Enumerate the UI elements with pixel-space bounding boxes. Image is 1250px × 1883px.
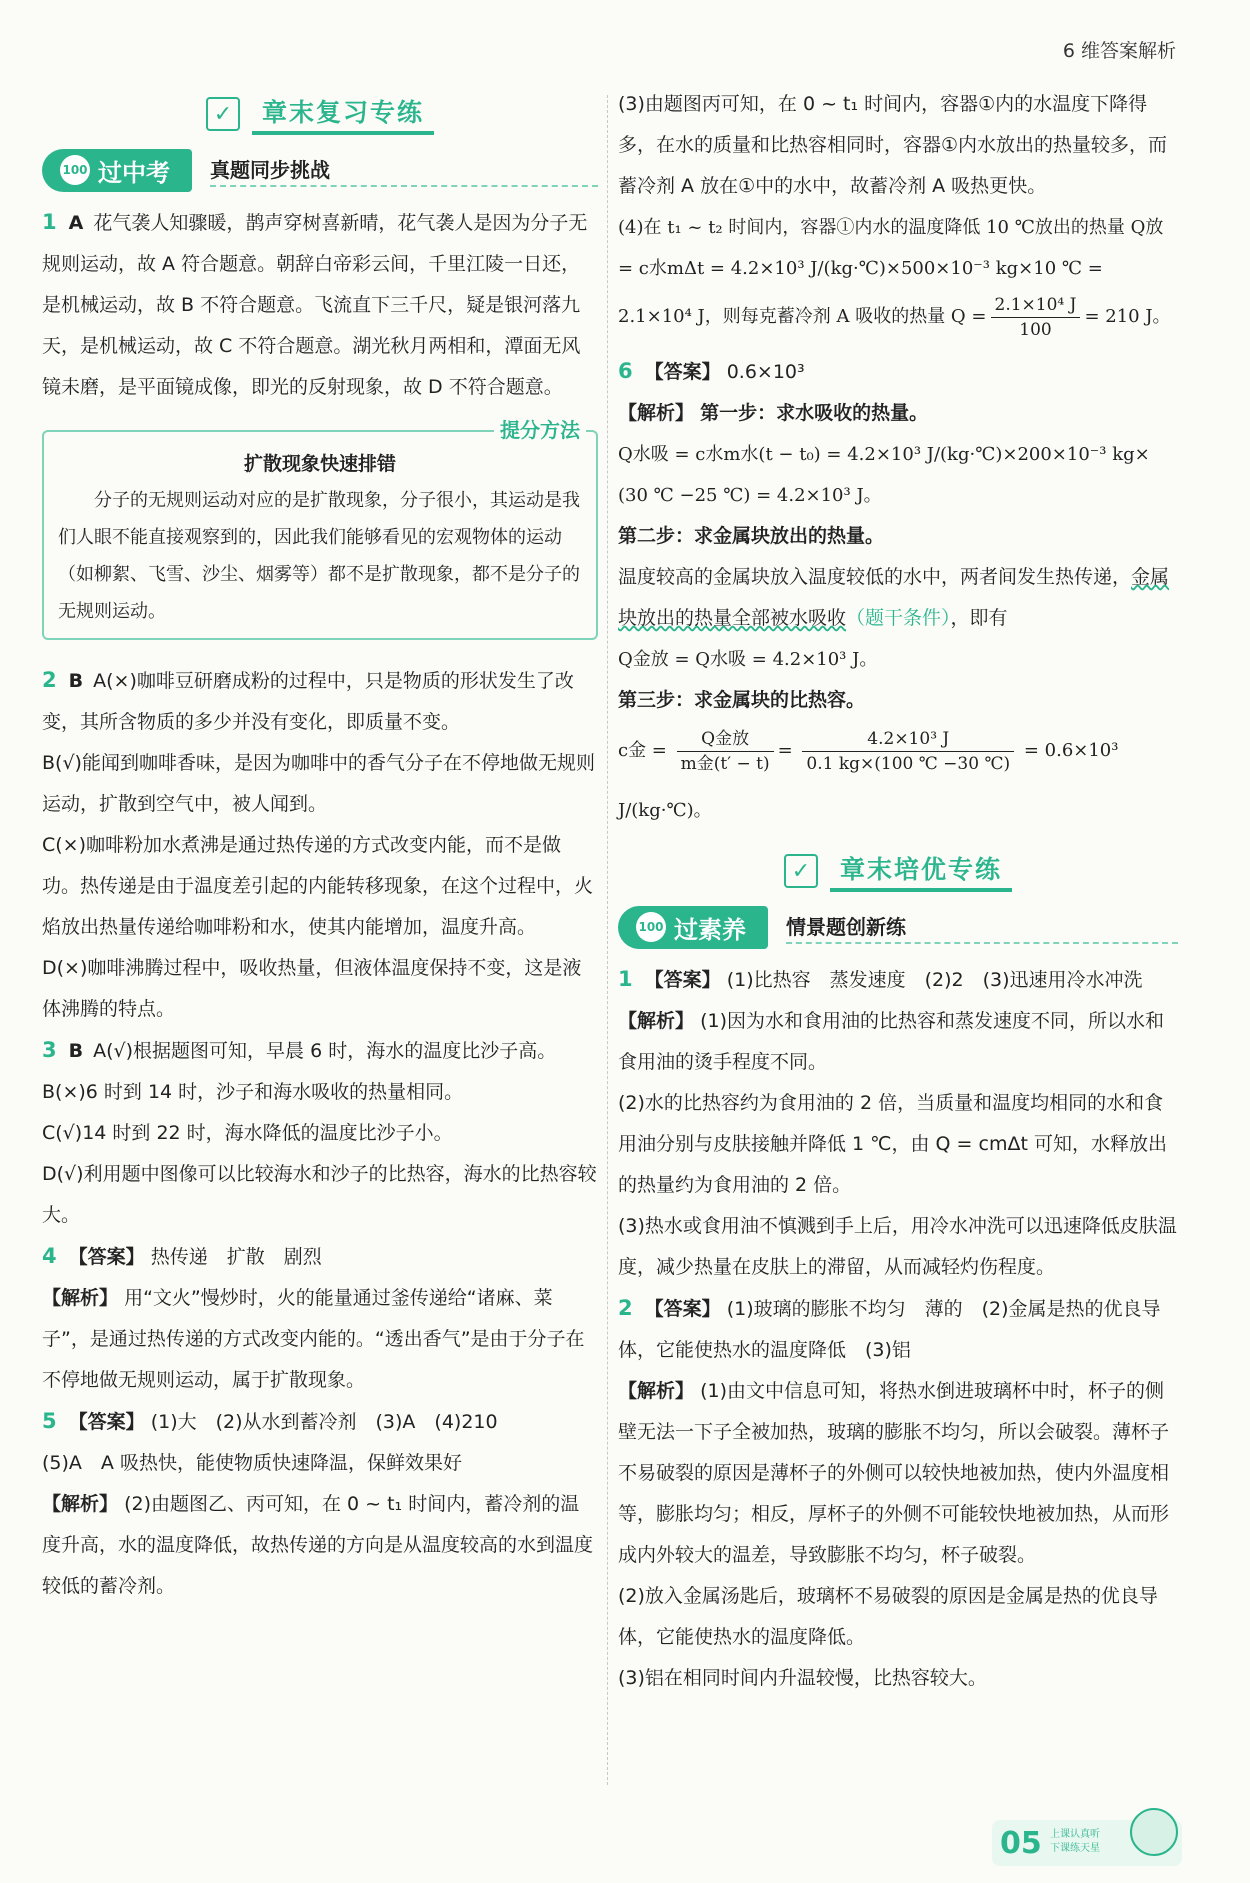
q6-formula-1: Q水吸 = c水m水(t − t₀) = 4.2×10³ J/(kg·℃)×200×10⁻³ kg× [618, 444, 1150, 465]
question-5-answer-2: (5)A A 吸热快，能使物质快速降温，保鲜效果好 [42, 1452, 462, 1474]
practice-1-exp-1: 【解析】 (1)因为水和食用油的比热容和蒸发速度不同，所以水和食用油的烫手程度不同。 [618, 1010, 1164, 1073]
q6-formula-2: Q金放 = Q水吸 = 4.2×10³ J。 [618, 649, 878, 670]
question-1: 1 A 花气袭人知骤暖，鹊声穿树喜新晴，花气袭人是因为分子无规则运动，故 A 符合题意。朝辞白帝彩云间，千里江陵一日还，是机械运动，故 B 不符合题意。飞流直下三千尺，疑是银河落九天，是机械运动，故 C 不符合题意。湖光秋月两相和，潭面无风镜未磨，是平面镜成像，即光的反射现象，故 D 不符合题意。 [42, 210, 588, 398]
practice-2-exp-2: (2)放入金属汤匙后，玻璃杯不易破裂的原因是金属是热的优良导体，它能使热水的温度降低。 [618, 1585, 1158, 1648]
question-4-answer: 4 【答案】 热传递 扩散 剧烈 [42, 1244, 322, 1268]
mascot-icon [1130, 1808, 1178, 1856]
check-icon: ✓ [784, 854, 818, 888]
mascot-icon: 100 [60, 155, 90, 185]
header-title: 6 维答案解析 [1062, 40, 1176, 62]
practice-1-exp-3: (3)热水或食用油不慎溅到手上后，用冷水冲洗可以迅速降低皮肤温度，减少热量在皮肤上的滞留，从而减轻灼伤程度。 [618, 1215, 1177, 1278]
column-divider [607, 95, 608, 1785]
practice-2-exp-1: 【解析】 (1)由文中信息可知，将热水倒进玻璃杯中时，杯子的侧壁无法一下子全被加热，玻璃的膨胀不均匀，所以会破裂。薄杯子不易破裂的原因是薄杯子的外侧可以较快地被加热，使内外温度相等，膨胀均匀；相反，厚杯子的外侧不可能较快地被加热，从而形成内外较大的温差，导致膨胀不均匀，杯子破裂。 [618, 1380, 1170, 1566]
question-6-step2: 第二步：求金属块放出的热量。 [618, 525, 885, 547]
page-number: 05 [1000, 1826, 1042, 1861]
right-column [618, 84, 1178, 1699]
q6-formula-1b: (30 ℃ −25 ℃) = 4.2×10³ J。 [618, 485, 882, 506]
q6-formula-3: c金 = $\frac{\text{Q金放}}{\text{m金(t′ − t)}}$ = $\frac{\text{4.2×10³ J}}{0.1 kg\times(100 ℃ -30 ℃)}$ = 0.6×10³ J/(kg·℃)。 [618, 728, 1119, 821]
left-column [42, 84, 598, 1607]
question-6-answer: 6 【答案】 0.6×10³ [618, 359, 805, 383]
question-4-explanation: 【解析】 用“文火”慢炒时，火的能量通过釜传递给“诸麻、菜子”，是通过热传递的方式改变内能的。“透出香气”是由于分子在不停地做无规则运动，属于扩散现象。 [42, 1287, 585, 1391]
practice-2-exp-3: (3)铝在相同时间内升温较慢，比热容较大。 [618, 1667, 987, 1689]
banner-literacy: 100 过素养 情景题创新练 [618, 905, 1178, 949]
q5-part4-result: 2.1×10⁴ J，则每克蓄冷剂 A 吸收的热量 Q = $\frac{\text{2.1×10⁴ J}}{100}$ = 210 J。 [618, 294, 1171, 340]
tip-title: 扩散现象快速排错 [243, 453, 396, 475]
q5-part4: (4)在 t₁ ~ t₂ 时间内，容器①内水的温度降低 10 ℃放出的热量 Q放 = c水mΔt = 4.2×10³ J/(kg·℃)×500×10⁻³ kg×10 ℃ = [618, 217, 1164, 279]
question-6-step1: 【解析】 第一步：求水吸收的热量。 [618, 402, 929, 424]
practice-2-answer: 2 【答案】 (1)玻璃的膨胀不均匀 薄的 (2)金属是热的优良导体，它能使热水的温度降低 (3)铝 [618, 1296, 1161, 1361]
question-5-explanation: 【解析】 (2)由题图乙、丙可知，在 0 ~ t₁ 时间内，蓄冷剂的温度升高，水的温度降低，故热传递的方向是从温度较高的水到温度较低的蓄冷剂。 [42, 1493, 594, 1597]
q5-part3: (3)由题图丙可知，在 0 ~ t₁ 时间内，容器①内的水温度下降得多，在水的质量和比热容相同时，容器①内水放出的热量较多，而蓄冷剂 A 放在①中的水中，故蓄冷剂 A 吸热更快。 [618, 93, 1168, 197]
question-3: 3 B A(√)根据题图可知，早晨 6 时，海水的温度比沙子高。 [42, 1038, 557, 1062]
mascot-icon: 100 [636, 912, 666, 942]
q2-option-d: D(×)咖啡沸腾过程中，吸收热量，但液体温度保持不变，这是液体沸腾的特点。 [42, 957, 582, 1020]
banner-exam: 100 过中考 真题同步挑战 [42, 148, 598, 192]
q2-option-c: C(×)咖啡粉加水煮沸是通过热传递的方式改变内能，而不是做功。热传递是由于温度差引起的内能转移现象，在这个过程中，火焰放出热量传递给咖啡粉和水，使其内能增加，温度升高。 [42, 834, 594, 938]
tip-body: 分子的无规则运动对应的是扩散现象，分子很小，其运动是我们人眼不能直接观察到的，因此我们能够看见的宏观物体的运动（如柳絮、飞雪、沙尘、烟雾等）都不是扩散现象，都不是分子的无规则运动。 [58, 490, 580, 622]
section-title-review: ✓ 章末复习专练 [42, 88, 598, 140]
footer-slogan: 上课认真听 下课练天星 [1050, 1829, 1100, 1854]
question-6-step3: 第三步：求金属块的比热容。 [618, 689, 866, 711]
question-2: 2 B A(×)咖啡豆研磨成粉的过程中，只是物质的形状发生了改变，其所含物质的多少并没有变化，即质量不变。 [42, 668, 574, 733]
practice-1-answer: 1 【答案】 (1)比热容 蒸发速度 (2)2 (3)迅速用冷水冲洗 [618, 967, 1143, 991]
q3-option-d: D(√)利用题中图像可以比较海水和沙子的比热容，海水的比热容较大。 [42, 1163, 597, 1226]
check-icon: ✓ [206, 97, 240, 131]
q2-option-b: B(√)能闻到咖啡香味，是因为咖啡中的香气分子在不停地做无规则运动，扩散到空气中，被人闻到。 [42, 752, 595, 815]
tip-label: 提分方法 [494, 414, 586, 443]
fraction: $\frac{\text{2.1×10⁴ J}}{100}$ [991, 293, 1081, 342]
practice-1-exp-2: (2)水的比热容约为食用油的 2 倍，当质量和温度均相同的水和食用油分别与皮肤接触并降低 1 ℃，由 Q = cmΔt 可知，水释放出的热量约为食用油的 2 倍。 [618, 1092, 1167, 1196]
q3-option-b: B(×)6 时到 14 时，沙子和海水吸收的热量相同。 [42, 1081, 464, 1103]
tip-box [42, 418, 598, 640]
section-title-advanced: ✓ 章末培优专练 [618, 845, 1178, 897]
question-5-answer: 5 【答案】 (1)大 (2)从水到蓄冷剂 (3)A (4)210 [42, 1409, 498, 1433]
q3-option-c: C(√)14 时到 22 时，海水降低的温度比沙子小。 [42, 1122, 453, 1144]
q6-step2-text: 温度较高的金属块放入温度较低的水中，两者间发生热传递，金属块放出的热量全部被水吸收（题干条件），即有 [618, 566, 1170, 629]
